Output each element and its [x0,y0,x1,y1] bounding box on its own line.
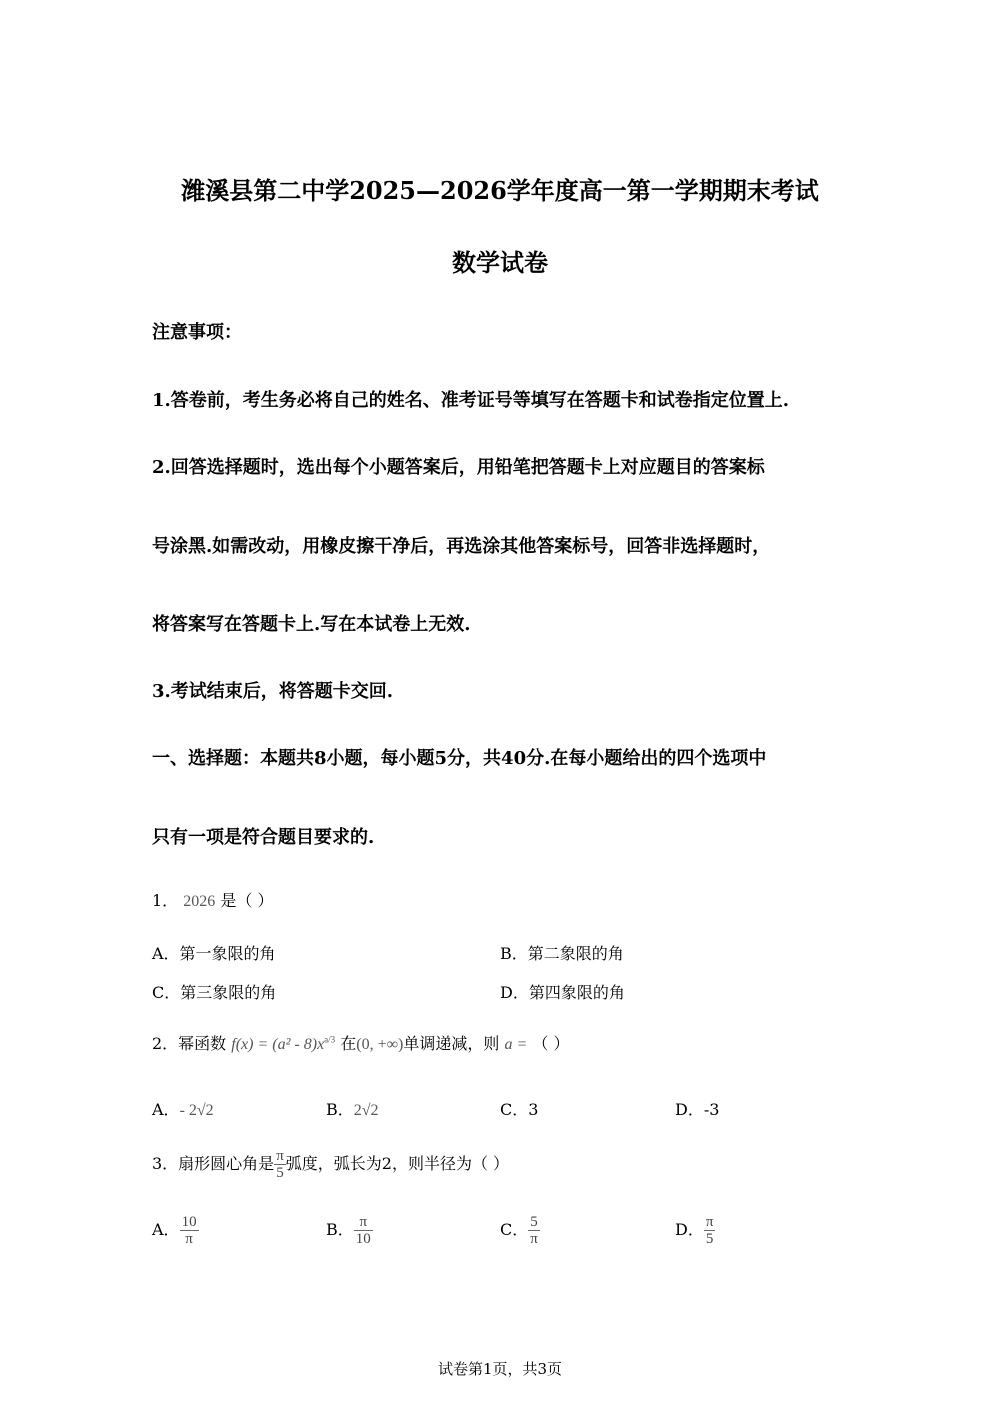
section-heading-line-2: 只有一项是符合题目要求的. [152,827,375,848]
q2-option-b-label: B． [326,1100,354,1119]
q1-option-a: A．第一象限的角 [152,944,276,963]
q3-option-a-label: A． [152,1220,180,1239]
q2-option-c: C．3 [500,1100,539,1119]
question-3-text: 弧度，弧长为2，则半径为（ ） [285,1154,510,1173]
q1-option-b: B．第二象限的角 [500,944,624,963]
q2-option-a-value: - 2√2 [179,1102,214,1119]
question-3-number: 3．扇形圆心角是 [152,1154,275,1173]
notice-heading: 注意事项： [152,322,242,343]
question-2-text: 单调递减，则 [403,1034,500,1053]
notice-item-2-line-1: 2.回答选择题时，选出每个小题答案后，用铅笔把答题卡上对应题目的答案标 [152,457,765,478]
question-2-paren: （ ） [532,1034,570,1053]
question-3-fraction-numerator: π [276,1148,284,1164]
q1-option-d: D．第四象限的角 [500,983,625,1002]
q3-option-a [152,1214,199,1247]
question-1-number: 1． [152,891,179,910]
q3-option-c-fraction [528,1214,540,1247]
q3-option-c-denominator: π [530,1231,538,1247]
q1-option-c: C．第三象限的角 [152,983,277,1002]
q2-option-b [326,1097,379,1120]
q2-option-a-label: A． [152,1100,180,1119]
q3-option-d-label: D． [675,1220,704,1239]
q3-option-c-label: C． [500,1220,529,1239]
q3-option-c-numerator: 5 [528,1214,540,1231]
q2-option-b-value: 2√2 [353,1102,379,1119]
q3-option-a-denominator: π [185,1231,193,1247]
q3-option-d-numerator: π [705,1214,714,1230]
notice-item-3: 3.考试结束后，将答题卡交回. [152,681,394,702]
q2-option-d: D．-3 [675,1100,720,1119]
question-2-interval: (0, +∞) [356,1036,404,1053]
q3-option-a-fraction [180,1214,199,1247]
q3-option-b-label: B． [326,1220,354,1239]
question-3 [152,1148,509,1181]
notice-item-1: 1.答卷前，考生务必将自己的姓名、准考证号等填写在答题卡和试卷指定位置上. [152,390,790,411]
q3-option-c [500,1214,540,1247]
notice-item-2-line-3: 将答案写在答题卡上.写在本试卷上无效. [152,614,471,635]
question-1-text: 是（ ） [220,891,274,910]
q3-option-d [675,1214,715,1247]
q3-option-b-numerator: π [354,1214,373,1231]
q3-option-b [326,1214,373,1247]
question-2 [152,1031,569,1054]
q2-option-a [152,1097,214,1120]
question-2-function: f(x) = (a² - 8)x [231,1036,325,1053]
page-footer: 试卷第1页，共3页 [437,1360,563,1378]
q3-option-b-denominator: 10 [355,1231,371,1247]
q3-option-d-fraction [704,1214,716,1247]
section-heading-line-1: 一、选择题：本题共8小题，每小题5分，共40分.在每小题给出的四个选项中 [152,748,767,769]
exam-title: 潍溪县第二中学2025—2026学年度高一第一学期期末考试 [181,176,819,205]
q3-option-a-numerator: 10 [181,1214,197,1230]
q3-option-d-denominator: 5 [705,1231,714,1247]
exam-subtitle: 数学试卷 [452,248,548,277]
question-1 [152,888,273,911]
question-3-fraction [274,1148,286,1181]
question-2-exponent: a/3 [324,1034,336,1045]
question-1-math: 2026 [183,893,216,910]
question-2-number: 2．幂函数 [152,1034,227,1053]
question-3-fraction-denominator: 5 [276,1165,284,1181]
notice-item-2-line-2: 号涂黑.如需改动，用橡皮擦干净后，再选涂其他答案标号，回答非选择题时， [152,536,771,557]
q3-option-b-fraction [354,1214,373,1247]
question-2-mid: 在 [340,1034,357,1053]
question-2-variable: a = [504,1036,528,1053]
